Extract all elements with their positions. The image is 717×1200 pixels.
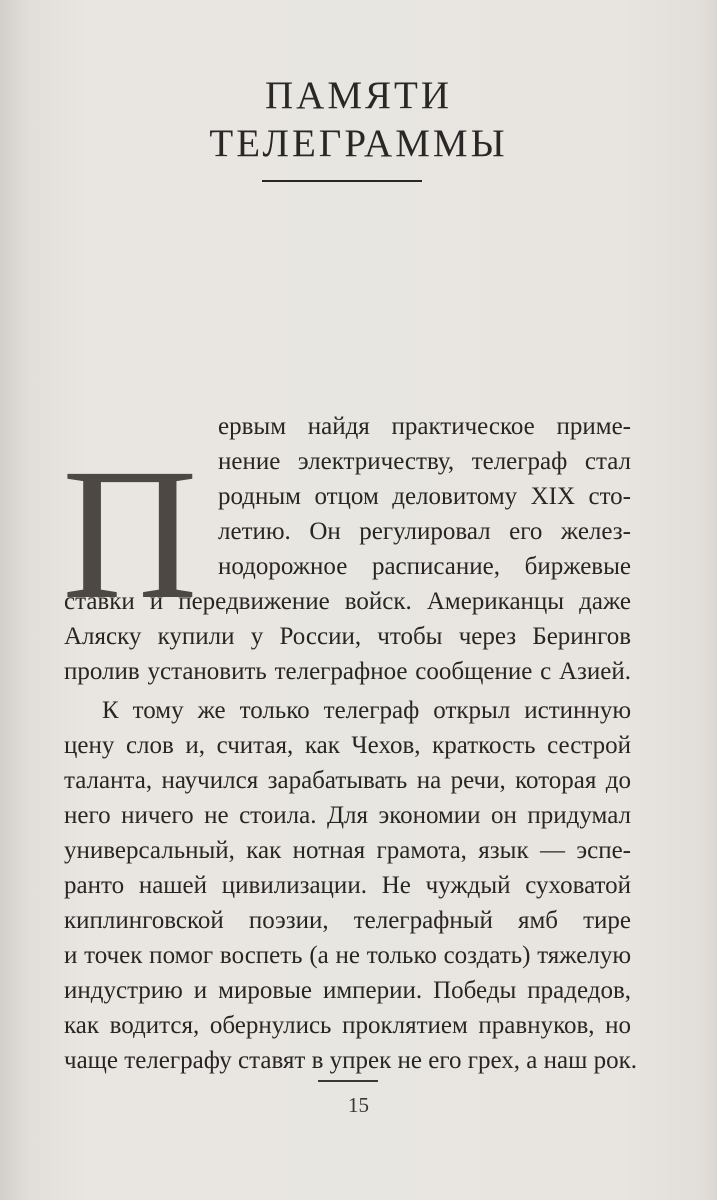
text-line: родным отцом деловитому XIX сто- — [218, 483, 631, 510]
folio-rule — [318, 1080, 378, 1082]
text-line: универсальный, как нотная грамота, язык — эспе- — [64, 837, 631, 864]
chapter-title-line-2: ТЕЛЕГРАММЫ — [209, 122, 508, 165]
title-rule — [262, 180, 422, 182]
text-line: К тому же только телеграф открыл истинную — [102, 697, 631, 724]
text-line: индустрию и мировые империи. Победы прадедов, — [64, 977, 631, 1004]
text-line: таланта, научился зарабатывать на речи, которая до — [64, 767, 631, 794]
text-line: и точек помог воспеть (а не только создать) тяжелую — [64, 942, 631, 969]
text-line: ранто нашей цивилизации. Не чуждый суховатой — [64, 872, 631, 899]
text-line: нодорожное расписание, биржевые — [218, 553, 631, 580]
text-line: него ничего не стоила. Для экономии он придумал — [64, 802, 631, 829]
text-line: пролив установить телеграфное сообщение с Азией. — [64, 658, 631, 685]
text-line: ставки и передвижение войск. Американцы даже — [64, 588, 631, 615]
text-line: как водится, обернулись проклятием правнуков, но — [64, 1012, 631, 1039]
chapter-title — [0, 72, 717, 168]
text-line: киплинговской поэзии, телеграфный ямб тире — [64, 907, 631, 934]
text-line: чаще телеграфу ставят в упрек не его грех, а наш рок. — [64, 1047, 637, 1074]
text-line: цену слов и, считая, как Чехов, краткость сестрой — [64, 732, 631, 759]
text-line: летию. Он регулировал его желез- — [218, 518, 631, 545]
text-line: Аляску купили у России, чтобы через Берингов — [64, 623, 631, 650]
text-line: ервым найдя практическое приме- — [218, 413, 631, 440]
drop-cap: П — [62, 429, 198, 638]
text-line: нение электричеству, телеграф стал — [218, 448, 631, 475]
page-number: 15 — [348, 1093, 369, 1117]
chapter-title-line-1: ПАМЯТИ — [264, 74, 452, 117]
